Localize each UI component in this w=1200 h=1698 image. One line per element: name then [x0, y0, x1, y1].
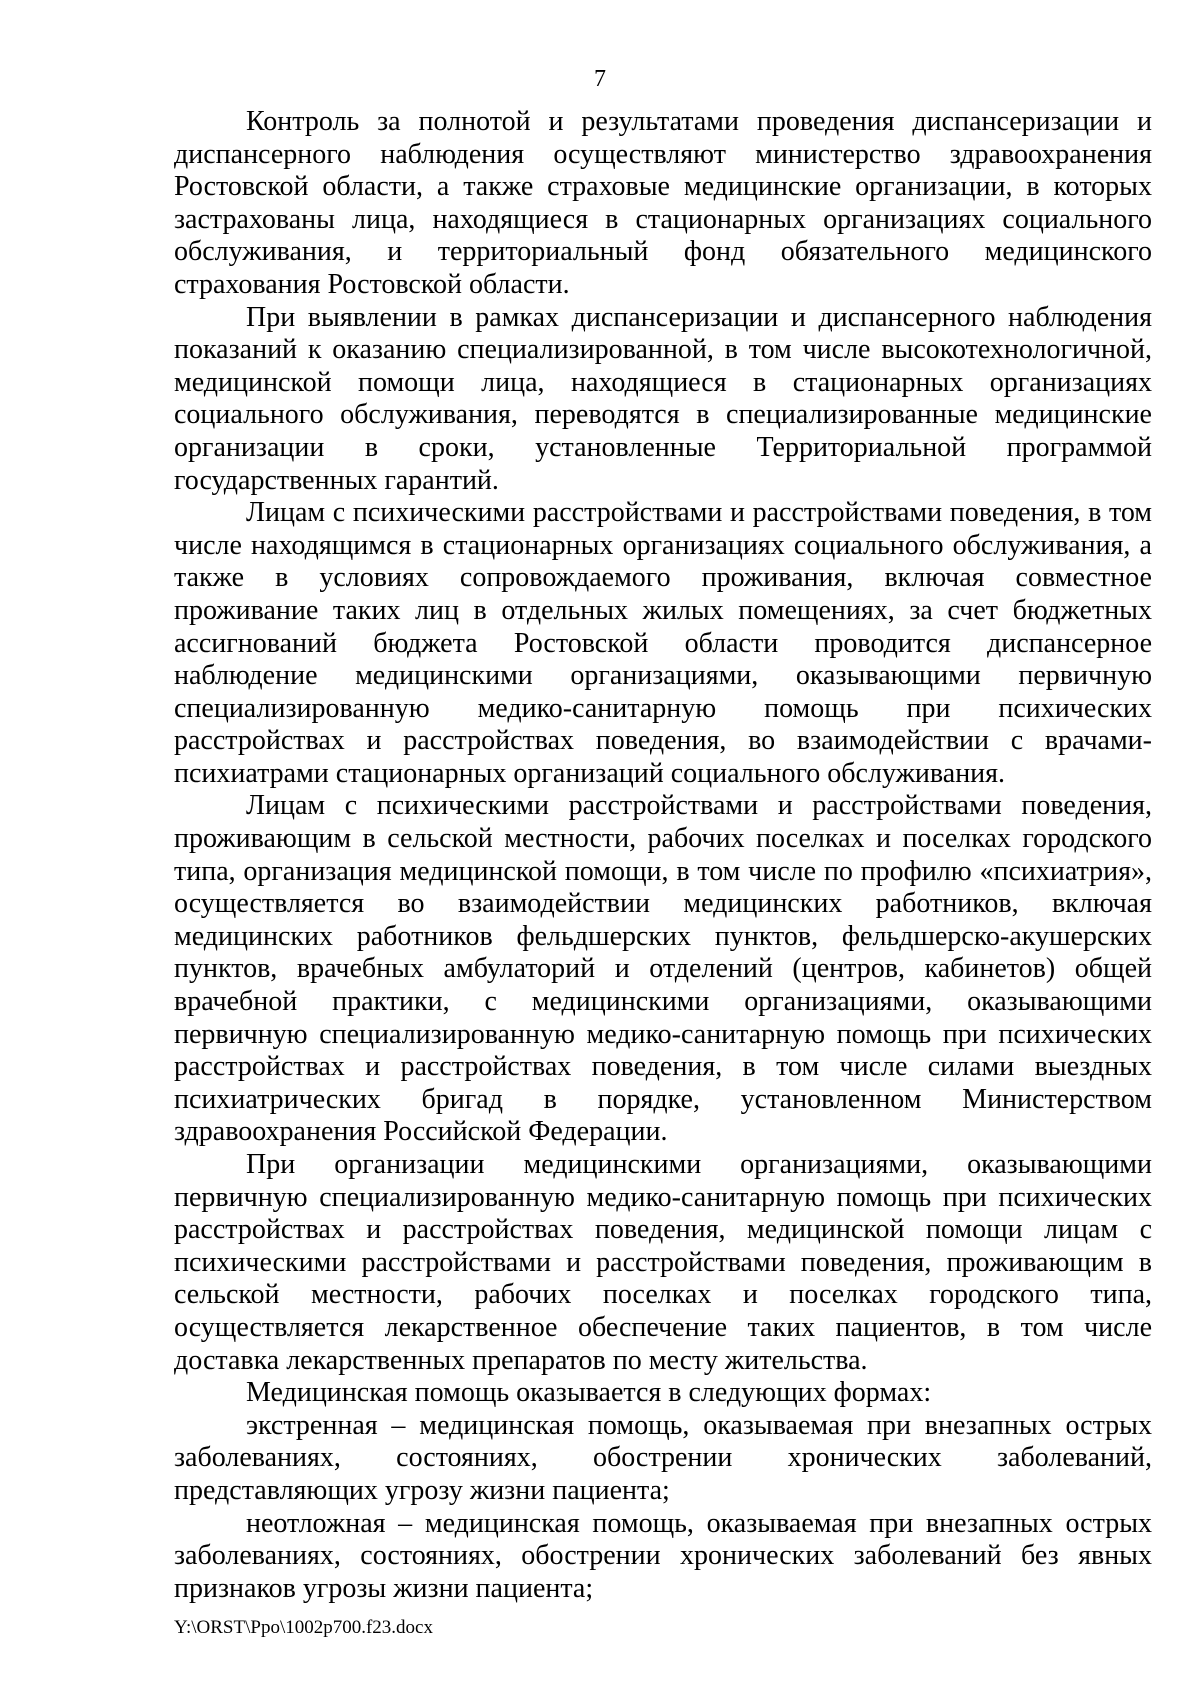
paragraph-drug-supply: При организации медицинскими организациями, оказывающими первичную специализированную медико-санитарную помощь при психических расстройствах и расстройствах поведения, медицинской помощи лицам с психическими расстройствами и расстройствами поведения, проживающим в сельской местности, рабочих поселках и поселках городского типа, осуществляется лекарственное обеспечение таких пациентов, в том числе доставка лекарственных препаратов по месту жительства. [174, 1149, 1152, 1376]
paragraph-urgent-care: неотложная – медицинская помощь, оказываемая при внезапных острых заболеваниях, состояниях, обострении хронических заболеваний без явных признаков угрозы жизни пациента; [174, 1507, 1152, 1604]
paragraph-mental-disorders-rural: Лицам с психическими расстройствами и расстройствами поведения, проживающим в сельской местности, рабочих поселках и поселках городского типа, организация медицинской помощи, в том числе по профилю «психиатрия», осуществляется во взаимодействии медицинских работников, включая медицинских работников фельдшерских пунктов, фельдшерско-акушерских пунктов, врачебных амбулаторий и отделений (центров, кабинетов) общей врачебной практики, с медицинскими организациями, оказывающими первичную специализированную медико-санитарную помощь при психических расстройствах и расстройствах поведения, в том числе силами выездных психиатрических бригад в порядке, установленном Министерством здравоохранения Российской Федерации. [174, 790, 1152, 1148]
page-number: 7 [594, 66, 606, 92]
paragraph-forms-of-care: Медицинская помощь оказывается в следующих формах: [246, 1377, 932, 1409]
document-body [174, 106, 1152, 1605]
footer-file-path: Y:\ORST\Ppo\1002p700.f23.docx [174, 1617, 433, 1638]
paragraph-mental-disorders-social-care: Лицам с психическими расстройствами и расстройствами поведения, в том числе находящимся в стационарных организациях социального обслуживания, а также в условиях сопровождаемого проживания, включая совместное проживание таких лиц в отдельных жилых помещениях, за счет бюджетных ассигнований бюджета Ростовской области проводится диспансерное наблюдение медицинскими организациями, оказывающими первичную специализированную медико-санитарную помощь при психических расстройствах и расстройствах поведения, во взаимодействии с врачами-психиатрами стационарных организаций социального обслуживания. [174, 497, 1152, 789]
paragraph-specialized-care: При выявлении в рамках диспансеризации и диспансерного наблюдения показаний к оказанию специализированной, в том числе высокотехнологичной, медицинской помощи лица, находящиеся в стационарных организациях социального обслуживания, переводятся в специализированные медицинские организации в сроки, установленные Территориальной программой государственных гарантий. [174, 301, 1152, 496]
paragraph-control: Контроль за полнотой и результатами проведения диспансеризации и диспансерного наблюдения осуществляют министерство здравоохранения Ростовской области, а также страховые медицинские организации, в которых застрахованы лица, находящиеся в стационарных организациях социального обслуживания, и территориальный фонд обязательного медицинского страхования Ростовской области. [174, 106, 1152, 300]
paragraph-emergency-care: экстренная – медицинская помощь, оказываемая при внезапных острых заболеваниях, состояниях, обострении хронических заболеваний, представляющих угрозу жизни пациента; [174, 1409, 1152, 1506]
